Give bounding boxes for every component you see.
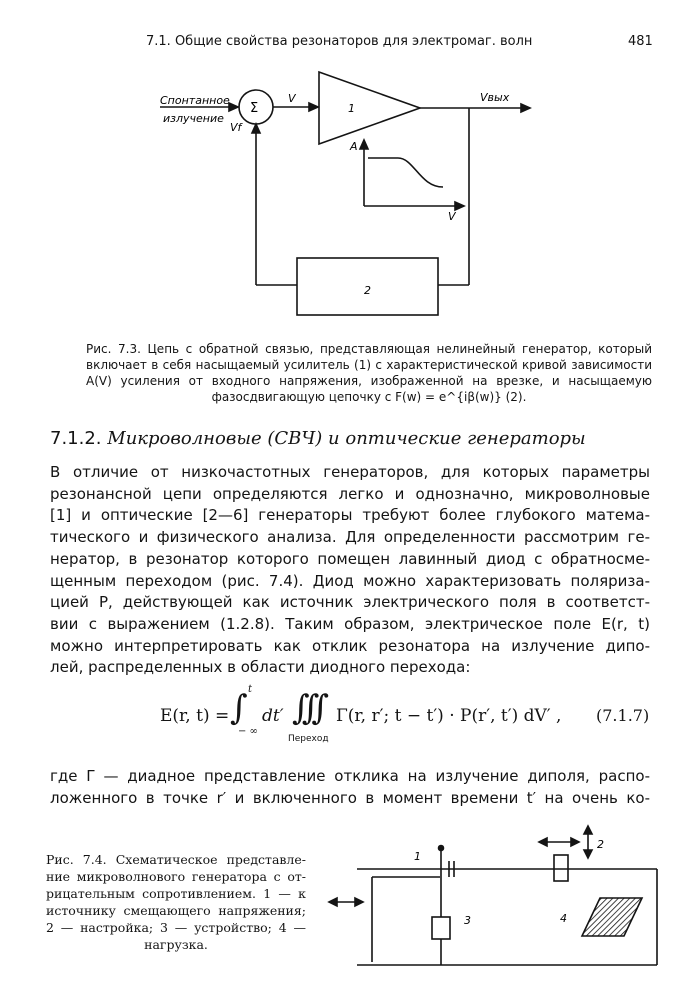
figure-7-3 [0,0,696,340]
v-label: V [288,92,296,105]
integral-lower-limit: − ∞ [238,726,258,737]
label-1: 1 [414,850,421,863]
sum-to-amp-arrowhead [309,103,318,111]
input-arrowhead [229,103,238,111]
input-label-1: Спонтанное [160,94,230,107]
running-header: 7.1. Общие свойства резонаторов для электромаг. волн [146,34,533,49]
feedback-arrowhead [252,124,260,133]
tuning-arrowhead-left [539,838,547,846]
equation-lhs: E(r, t) = [160,706,230,726]
vf-label: Vf [230,121,242,134]
caption-line: фазосдвигающую цепочку с F(w) = e^{iβ(w)} (2). [211,390,527,404]
output-arrowhead [521,104,530,112]
equation-integrand: Γ(r, r′; t − t′) · P(r′, t′) dV′ , [336,706,562,726]
tuning-arrowhead-right [571,838,579,846]
body-line: вии с выражением (1.2.8). Таким образом, электрическое поле E(r, t) [50,614,650,633]
equation-dt: dt′ [262,706,284,726]
box-label: 2 [364,284,371,297]
body-line: можно интерпретировать как отклик резонатора на излучение дипо- [50,636,650,655]
figure-7-3-caption [86,341,652,405]
tuning-arrowhead-down [584,850,592,858]
equation-7-1-7 [150,684,650,752]
section-heading [50,428,586,449]
page-number: 481 [628,34,653,49]
port-arrowhead-right [355,898,363,906]
input-label-2: излучение [163,112,224,125]
caption-line: A(V) усиления от входного напряжения, изображенной на врезке, и насыщаемую [86,374,652,388]
output-label: Vвых [480,91,510,104]
body-line: лей, распределенных в области диодного перехода: [50,658,471,677]
caption-line: рицательным сопротивлением. 1 — к [46,886,306,901]
body-line: В отличие от низкочастотных генераторов, для которых параметры [50,463,650,481]
integral-upper-limit: t [248,684,253,695]
integral-sign: ∫ [230,688,248,728]
inset-y-arrowhead [360,140,368,149]
load-hatched [582,898,642,936]
figure-7-4 [0,820,696,1000]
body-line: резонансной цепи определяются легко и однозначно, микроволновые [50,484,650,503]
inset-x-arrowhead [455,202,464,210]
caption-line: 2 — настройка; 3 — устройство; 4 — [46,920,306,935]
tuning-arrowhead-up [584,826,592,834]
caption-line: Рис. 7.4. Схематическое представле- [46,852,306,867]
body-line: цией P, действующей как источник электрического поля в соответст- [50,593,650,612]
inset-saturation-curve [368,158,443,187]
caption-line: источнику смещающего напряжения; [46,903,306,918]
label-4: 4 [560,912,567,925]
body-paragraph-2 [50,766,650,809]
body-line: [1] и оптические [2—6] генераторы требуют более глубокого матема- [50,506,650,525]
caption-line: нагрузка. [144,937,208,952]
body-line: нератор, в резонатор которого помещен лавинный диод с обратносме- [50,549,650,568]
label-2: 2 [597,838,604,851]
port-arrowhead-left [329,898,337,906]
triple-integral-sign: ∫∫∫ [292,688,322,728]
amplifier-label: 1 [348,102,355,115]
equation-number: (7.1.7) [596,706,650,725]
device-box [432,917,450,939]
caption-line: Рис. 7.3. Цепь с обратной связью, представляющая нелинейный генератор, который [86,342,652,356]
caption-line: ние микроволнового генератора с от- [46,869,306,884]
amplifier-triangle [319,72,420,144]
body-line: где Γ — диадное представление отклика на излучение диполя, распо- [50,767,650,785]
inset-v-label: V [448,210,456,223]
body-line: тического и физического анализа. Для определенности рассмотрим ге- [50,528,650,547]
triple-integral-lower: Переход [288,734,329,744]
body-line: ложенного в точке r′ и включенного в момент времени t′ на очень ко- [50,788,650,807]
label-3: 3 [464,914,471,927]
body-paragraph [50,462,650,679]
inset-a-label: A [350,140,358,153]
tuning-stub [554,855,568,881]
bias-terminal [439,846,444,851]
section-title: Микроволновые (СВЧ) и оптические генераторы [107,428,586,449]
sum-symbol: Σ [250,101,259,116]
body-line: щенным переходом (рис. 7.4). Диод можно характеризовать поляриза- [50,571,650,590]
section-number: 7.1.2. [50,428,102,449]
caption-line: включает в себя насыщаемый усилитель (1) с характеристической кривой зависимости [86,358,652,372]
